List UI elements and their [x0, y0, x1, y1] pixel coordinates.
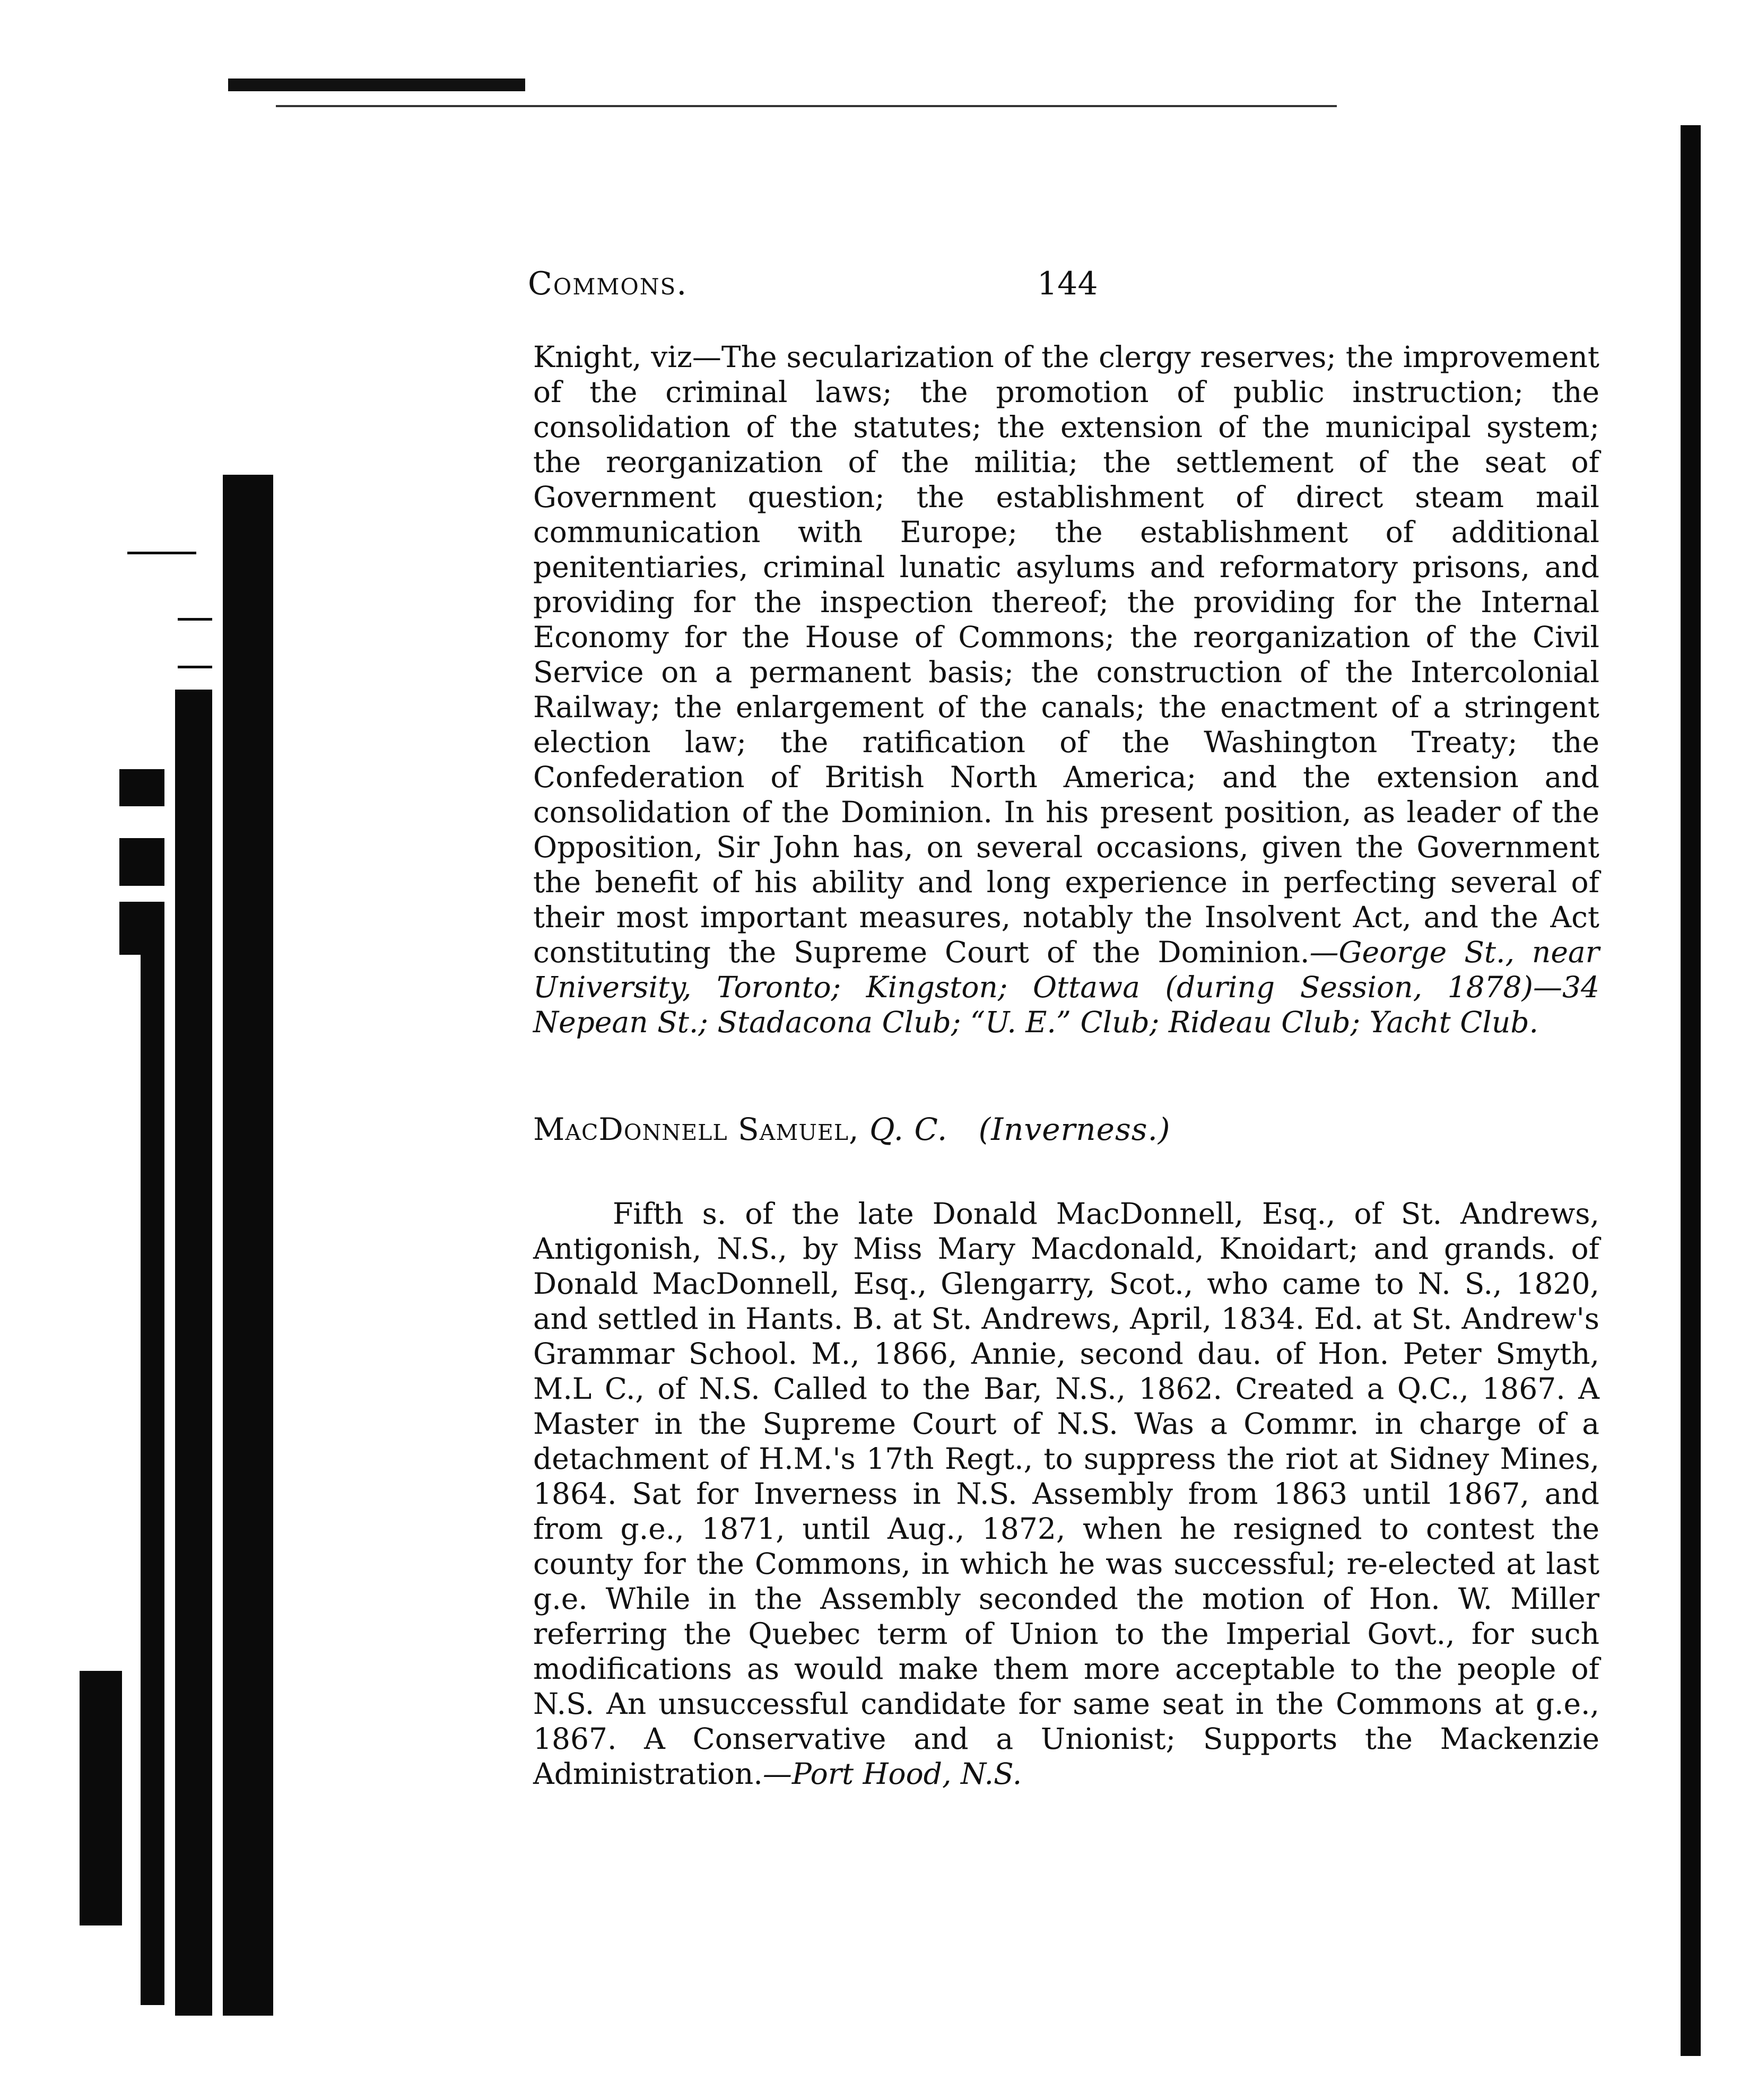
entry-continuation-paragraph — [533, 339, 1599, 1040]
entry-biography-address: —Port Hood, N.S. — [762, 1757, 1022, 1791]
running-head: Commons. — [528, 265, 688, 302]
scan-edge-mark — [228, 79, 525, 91]
scan-right-edge-bar — [1681, 125, 1701, 2056]
entry-heading — [533, 1111, 1171, 1147]
entry-biography-paragraph — [533, 1196, 1599, 1791]
entry-continuation-addresses: —George St., near University, Toronto; Kingston; Ottawa (during Session, 1878)—34 Nepean St.; Stadacona Club; “U. E.” Club; Rideau Club; Yacht Club. — [533, 935, 1599, 1039]
page-header — [528, 265, 1605, 308]
entry-name: MacDonnell Samuel, — [533, 1111, 859, 1147]
page-number: 144 — [1037, 265, 1098, 302]
scan-edge-line — [276, 105, 1337, 107]
entry-biography-body: Fifth s. of the late Donald MacDonnell, Esq., of St. Andrews, Antigonish, N.S., by Miss Mary Macdonald, Knoidart; and grands. of Donald MacDonnell, Esq., Glengarry, Scot., who came to N. S., 1820, and settled in Hants. B. at St. Andrews, April, 1834. Ed. at St. Andrew's Grammar School. M., 1866, Annie, second dau. of Hon. Peter Smyth, M.L C., of N.S. Called to the Bar, N.S., 1862. Created a Q.C., 1867. A Master in the Supreme Court of N.S. Was a Commr. in charge of a detachment of H.M.'s 17th Regt., to suppress the riot at Sidney Mines, 1864. Sat for Inverness in N.S. Assembly from 1863 until 1867, and from g.e., 1871, until Aug., 1872, when he resigned to contest the county for the Commons, in which he was successful; re-elected at last g.e. While in the Assembly seconded the motion of Hon. W. Miller referring the Quebec term of Union to the Imperial Govt., for such modifications as would make them more acceptable to the people of N.S. An unsuccessful candidate for same seat in the Commons at g.e., 1867. A Conservative and a Unionist; Supports the Mackenzie Administration. — [533, 1197, 1599, 1791]
entry-continuation-body: Knight, viz—The secularization of the clergy reserves; the improvement of the criminal laws; the promotion of public instruction; the consolidation of the statutes; the extension of the municipal system; the reorganization of the militia; the settlement of the seat of Government question; the establishment of direct steam mail communication with Europe; the establishment of additional penitentiaries, criminal lunatic asylums and reformatory prisons, and providing for the inspection thereof; the providing for the Internal Economy for the House of Commons; the reorganization of the Civil Service on a permanent basis; the construction of the Intercolonial Railway; the enlargement of the canals; the enactment of a stringent election law; the ratification of the Washington Treaty; the Confederation of British North America; and the extension and consolidation of the Dominion. In his present position, as leader of the Opposition, Sir John has, on several occasions, given the Government the benefit of his ability and long experience in perfecting several of their most important measures, notably the Insolvent Act, and the Act constituting the Supreme Court of the Dominion. — [533, 340, 1599, 969]
entry-qc: Q. C. — [869, 1111, 948, 1147]
entry-constituency: (Inverness.) — [978, 1111, 1171, 1147]
